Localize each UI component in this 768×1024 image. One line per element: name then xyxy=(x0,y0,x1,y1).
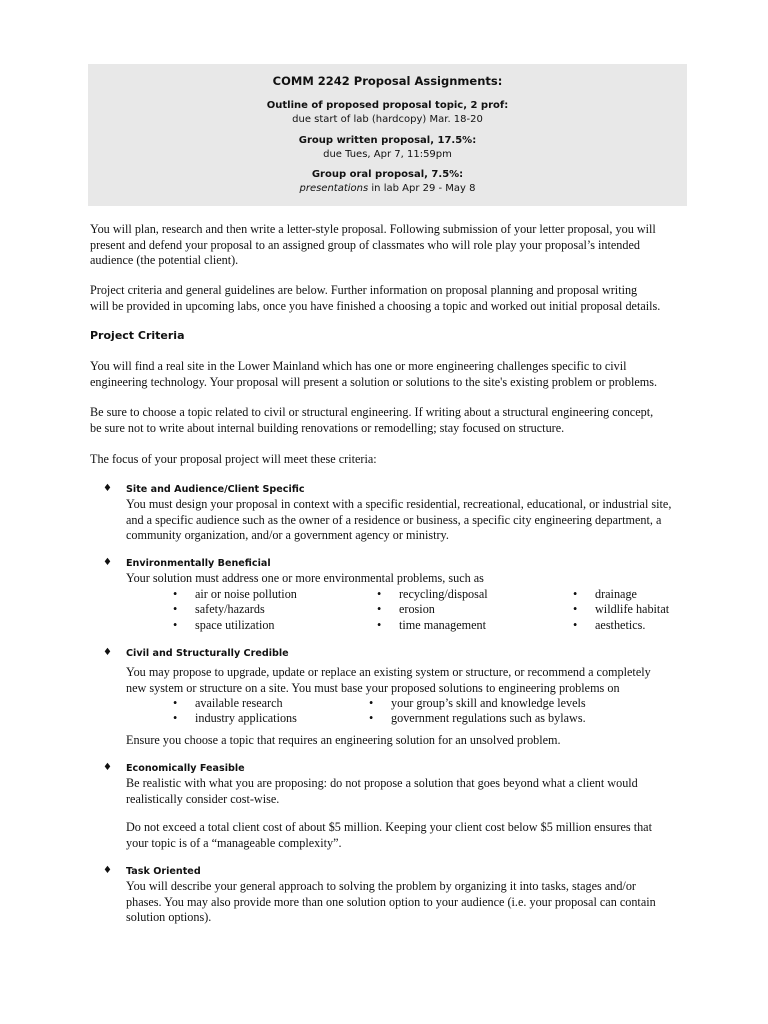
econ-body-line: Do not exceed a total client cost of about $5 million. Keeping your client cost below $5 million ensures that xyxy=(126,820,652,834)
list-item-text: government regulations such as bylaws. xyxy=(391,711,586,725)
civil-body-line: You may propose to upgrade, update or replace an existing system or structure, or recommend a completely xyxy=(126,665,651,679)
intro-paragraph-1 xyxy=(90,222,690,269)
list-item-text: erosion xyxy=(399,602,435,616)
list-item-text: time management xyxy=(399,618,486,632)
bullet-dot-icon: • xyxy=(369,711,374,725)
assignment-title: COMM 2242 Proposal Assignments: xyxy=(272,74,503,88)
econ-body-line: your topic is of a “manageable complexity”. xyxy=(126,835,342,850)
list-item-text: recycling/disposal xyxy=(399,587,488,601)
diamond-bullet-icon: ♦ xyxy=(103,483,112,494)
criterion-task-title: Task Oriented xyxy=(126,866,201,877)
bullet-dot-icon: • xyxy=(369,696,374,710)
presentations-text: presentations xyxy=(299,183,369,194)
site-body-line: community organization, and/or a government agency or ministry. xyxy=(126,528,449,543)
written-proposal-due: due Tues, Apr 7, 11:59pm xyxy=(323,149,452,160)
criterion-site-title: Site and Audience/Client Specific xyxy=(126,484,305,495)
list-item-text: industry applications xyxy=(195,711,297,725)
bullet-dot-icon: • xyxy=(377,618,382,632)
intro-p2-line: Project criteria and general guidelines are below. Further information on proposal planning and proposal writing xyxy=(90,283,638,297)
criteria-p2-line: be sure not to write about internal building renovations or remodelling; stay focused on structure. xyxy=(90,420,565,435)
oral-proposal-heading: Group oral proposal, 7.5%: xyxy=(311,169,464,180)
task-body-line: You will describe your general approach to solving the problem by organizing it into tasks, stages and/or xyxy=(126,879,636,893)
criterion-econ-title: Economically Feasible xyxy=(126,763,245,774)
diamond-bullet-icon: ♦ xyxy=(103,557,112,568)
outline-heading: Outline of proposed proposal topic, 2 prof: xyxy=(266,100,509,111)
task-body-line: phases. You may also provide more than one solution option to your audience (i.e. your proposal can contain xyxy=(126,894,656,909)
criterion-env-intro: Your solution must address one or more environmental problems, such as xyxy=(126,571,484,585)
bullet-dot-icon: • xyxy=(173,587,178,601)
site-body-line: and a specific audience such as the owner of a residence or business, a specific city engineering department, a xyxy=(126,512,662,527)
criteria-paragraph-2 xyxy=(90,405,690,436)
oral-proposal-due xyxy=(88,183,687,194)
list-item-text: safety/hazards xyxy=(195,602,265,616)
bullet-dot-icon: • xyxy=(377,602,382,616)
outline-due: due start of lab (hardcopy) Mar. 18-20 xyxy=(292,114,483,125)
written-proposal-heading: Group written proposal, 17.5%: xyxy=(298,135,477,146)
task-body-line: solution options). xyxy=(126,910,212,925)
criterion-econ-body-2 xyxy=(126,820,691,851)
econ-body-line: Be realistic with what you are proposing: do not propose a solution that goes beyond what a client would xyxy=(126,776,638,790)
list-item-text: air or noise pollution xyxy=(195,587,297,601)
criteria-p2-line: Be sure to choose a topic related to civil or structural engineering. If writing about a structural engineering concept, xyxy=(90,405,654,419)
assignment-summary-box xyxy=(88,64,687,206)
criteria-p1-line: You will find a real site in the Lower Mainland which has one or more engineering challenges specific to civil xyxy=(90,359,627,373)
bullet-dot-icon: • xyxy=(173,618,178,632)
criteria-paragraph-3: The focus of your proposal project will meet these criteria: xyxy=(90,452,377,466)
oral-proposal-when: in lab Apr 29 - May 8 xyxy=(368,183,476,194)
bullet-dot-icon: • xyxy=(173,696,178,710)
criterion-civil-body xyxy=(126,665,691,696)
bullet-dot-icon: • xyxy=(173,602,178,616)
bullet-dot-icon: • xyxy=(573,618,578,632)
diamond-bullet-icon: ♦ xyxy=(103,865,112,876)
site-body-line: You must design your proposal in context with a specific residential, recreational, educational, or industrial site, xyxy=(126,497,672,511)
intro-p1-line: audience (the potential client). xyxy=(90,253,239,268)
criterion-site-body xyxy=(126,497,691,544)
list-item-text: wildlife habitat xyxy=(595,602,670,616)
diamond-bullet-icon: ♦ xyxy=(103,762,112,773)
list-item-text: space utilization xyxy=(195,618,275,632)
criterion-civil-title: Civil and Structurally Credible xyxy=(126,648,289,659)
bullet-dot-icon: • xyxy=(377,587,382,601)
intro-paragraph-2 xyxy=(90,283,690,314)
criterion-env-title: Environmentally Beneficial xyxy=(126,558,271,569)
list-item-text: available research xyxy=(195,696,283,710)
diamond-bullet-icon: ♦ xyxy=(103,647,112,658)
list-item-text: drainage xyxy=(595,587,637,601)
criteria-paragraph-1 xyxy=(90,359,690,390)
criteria-p1-line: engineering technology. Your proposal will present a solution or solutions to the site's existing problem or problems. xyxy=(90,374,658,389)
list-item-text: aesthetics. xyxy=(595,618,646,632)
civil-body-line: new system or structure on a site. You must base your proposed solutions to engineering problems on xyxy=(126,680,620,695)
bullet-dot-icon: • xyxy=(173,711,178,725)
criterion-civil-closing: Ensure you choose a topic that requires an engineering solution for an unsolved problem. xyxy=(126,733,561,747)
criterion-econ-body-1 xyxy=(126,776,691,807)
econ-body-line: realistically consider cost-wise. xyxy=(126,791,280,806)
intro-p1-line: present and defend your proposal to an assigned group of classmates who will role play your proposal’s intended xyxy=(90,237,641,252)
bullet-dot-icon: • xyxy=(573,587,578,601)
criterion-task-body xyxy=(126,879,691,926)
intro-p1-line: You will plan, research and then write a letter-style proposal. Following submission of your letter proposal, you will xyxy=(90,222,656,236)
list-item-text: your group’s skill and knowledge levels xyxy=(391,696,586,710)
project-criteria-heading: Project Criteria xyxy=(90,329,185,342)
bullet-dot-icon: • xyxy=(573,602,578,616)
intro-p2-line: will be provided in upcoming labs, once you have finished a choosing a topic and worked out initial proposal details. xyxy=(90,298,661,313)
